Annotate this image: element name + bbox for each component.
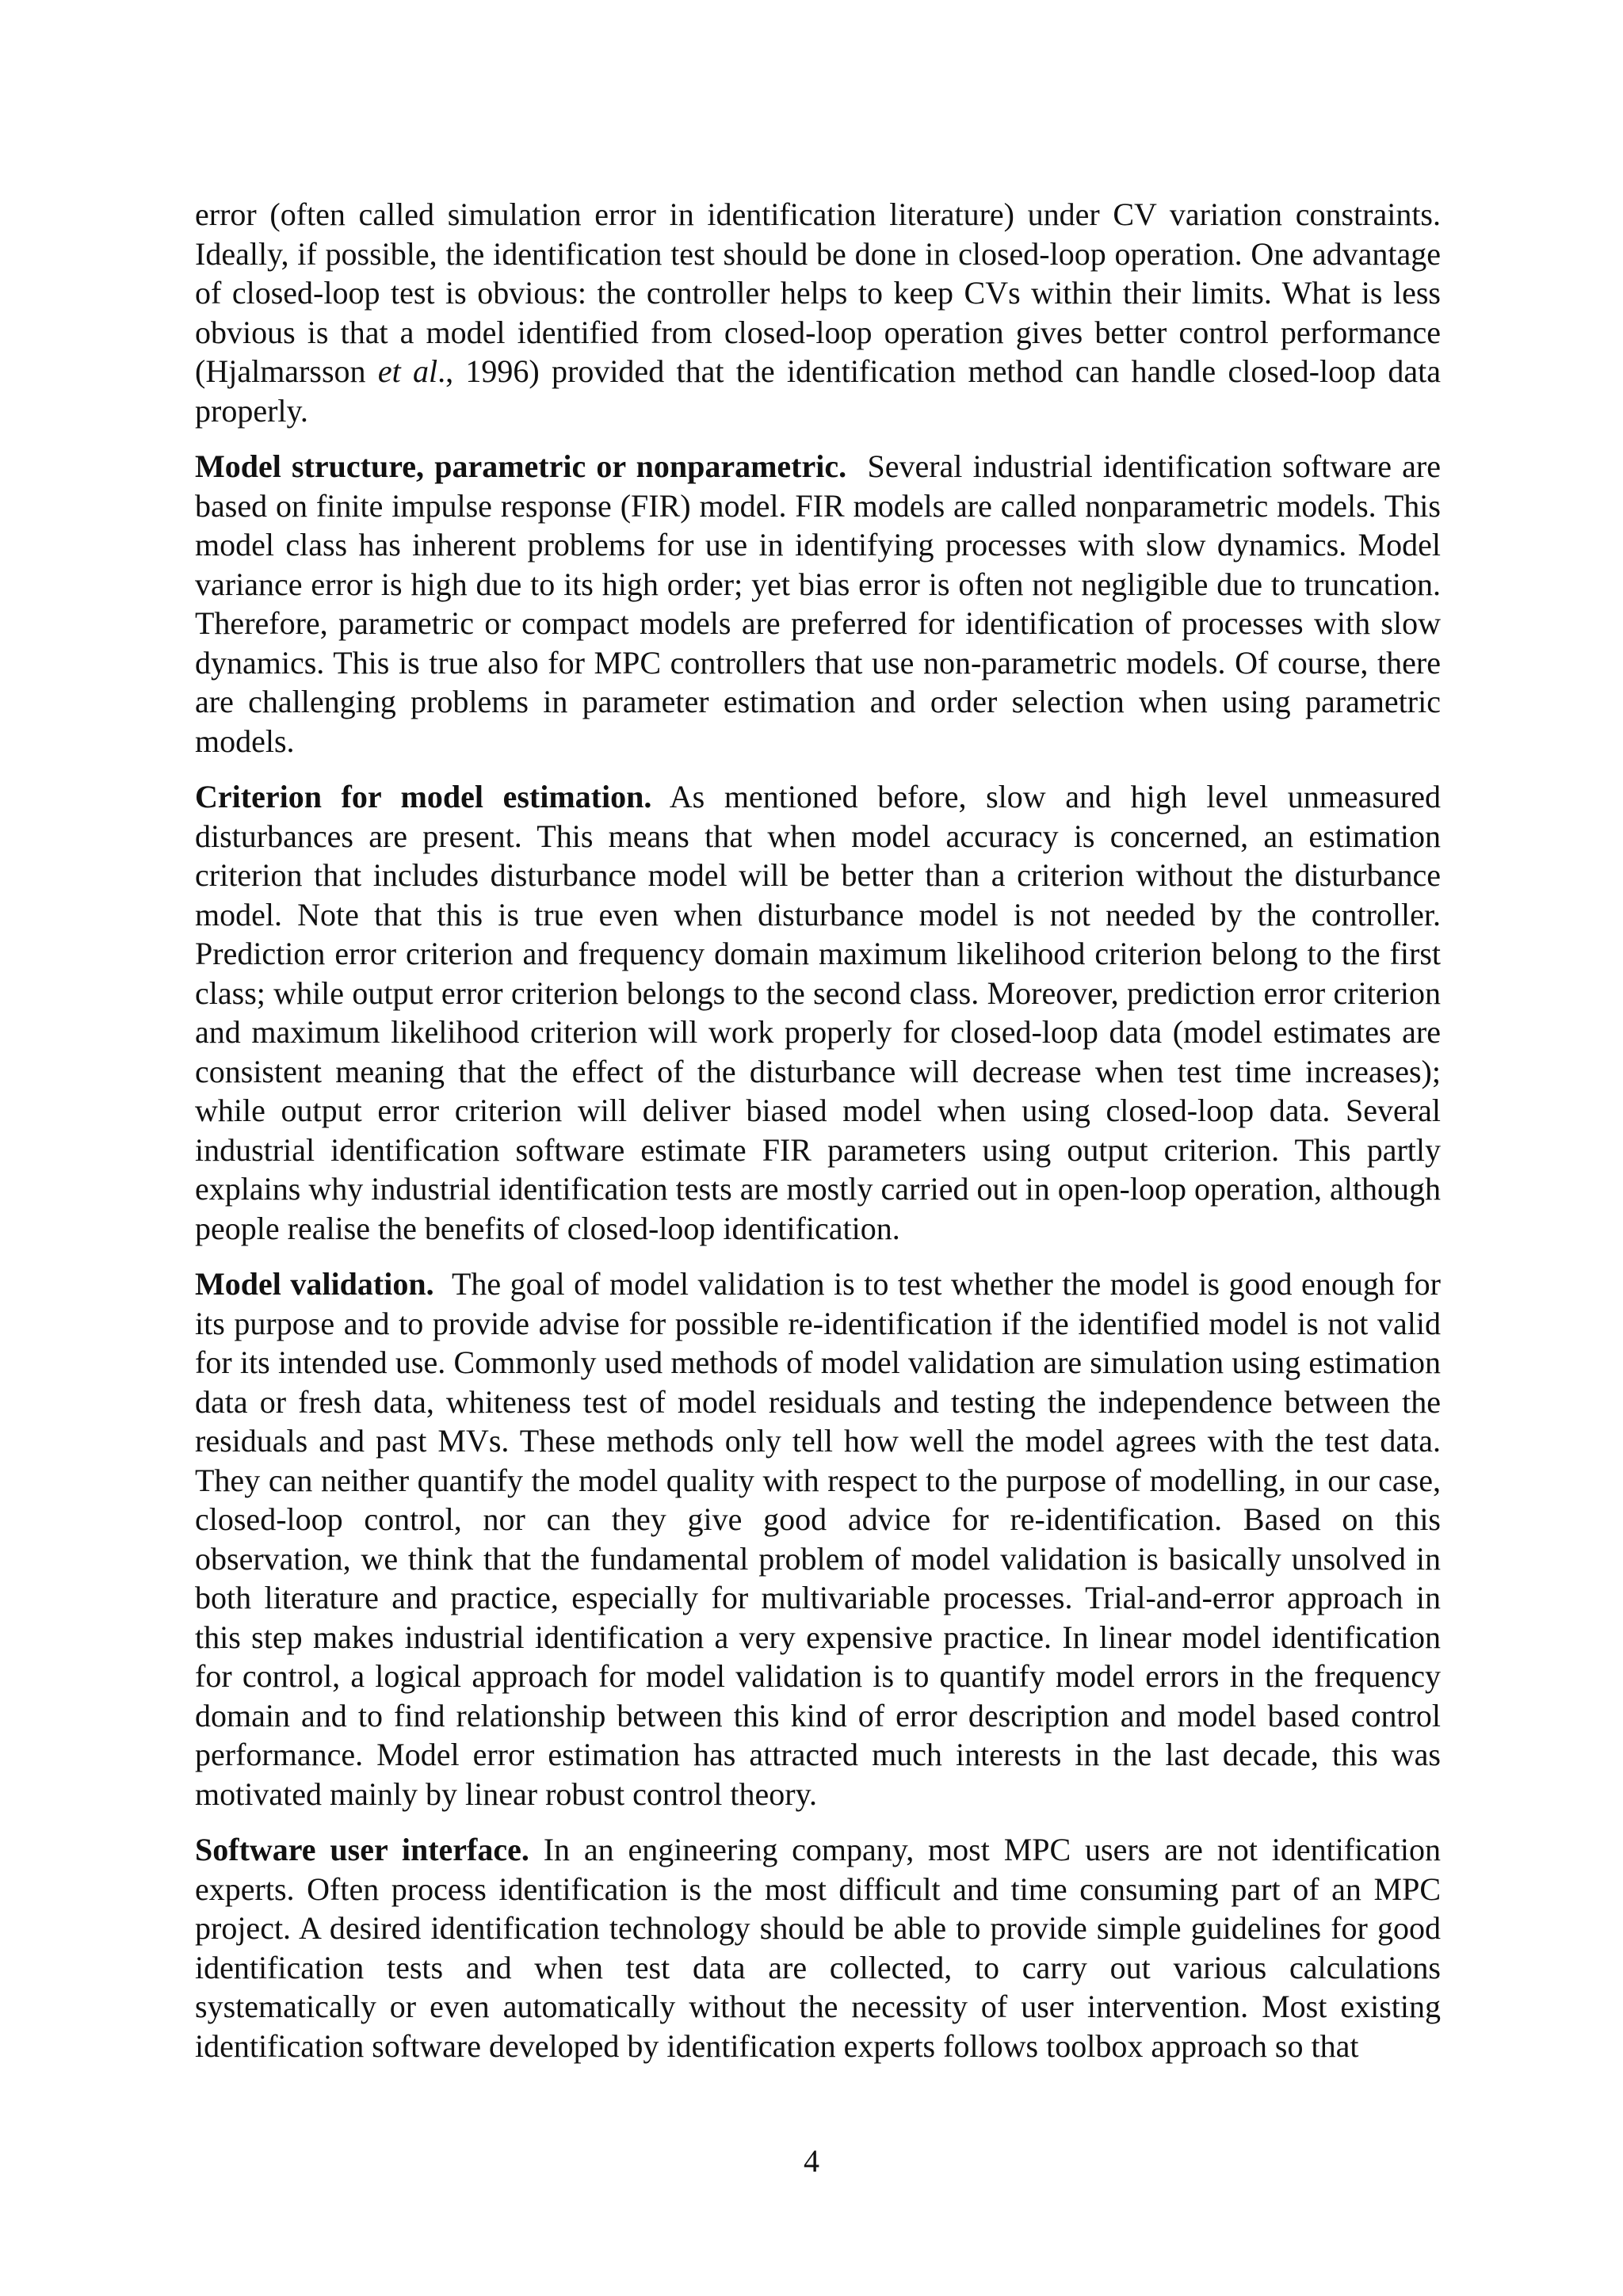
paragraph-heading-criterion: Criterion for model estimation. <box>195 779 652 814</box>
paragraph-software-interface <box>195 1830 1441 2065</box>
paragraph-text: In an engineering company, most MPC users are not identification experts. Often process identification is the most difficult and time consuming part of an MPC project. A desired identification technology should be able to provide simple guidelines for good identification tests and when test data are collected, to carry out various calculations systematically or even automatically without the necessity of user intervention. Most existing identification software developed by identification experts follows toolbox approach so that <box>195 1832 1441 2064</box>
body-text <box>195 195 1441 2082</box>
paragraph-heading-model-structure: Model structure, parametric or nonparametric. <box>195 448 847 484</box>
paragraph-text: error (often called simulation error in identification literature) under CV variation constraints. Ideally, if possible, the identification test should be done in closed-loop operation. One advantage of closed-loop test is obvious: the controller helps to keep CVs within their limits. What is less obvious is that a model identified from closed-loop operation gives better control performance (Hjalmarsson <box>195 196 1441 389</box>
paragraph-heading-software-interface: Software user interface. <box>195 1832 529 1867</box>
paragraph-text: ., 1996) provided that the identification method can handle closed-loop data properly. <box>195 353 1442 429</box>
paragraph-model-validation <box>195 1264 1441 1814</box>
citation-emphasis: et al <box>377 353 438 389</box>
paragraph-criterion <box>195 777 1441 1248</box>
page-number: 4 <box>804 2143 819 2179</box>
paragraph-heading-model-validation: Model validation. <box>195 1266 434 1302</box>
paragraph-text: Several industrial identification software are based on finite impulse response (FIR) model. FIR models are called nonparametric models. This model class has inherent problems for use in identifying processes with slow dynamics. Model variance error is high due to its high order; yet bias error is often not negligible due to truncation. Therefore, parametric or compact models are preferred for identification of processes with slow dynamics. This is true also for MPC controllers that use non-parametric models. Of course, there are challenging problems in parameter estimation and order selection when using parametric models. <box>195 448 1442 759</box>
paragraph-text: The goal of model validation is to test whether the model is good enough for its purpose and to provide advise for possible re-identification if the identified model is not valid for its intended use. Commonly used methods of model validation are simulation using estimation data or fresh data, whiteness test of model residuals and testing the independence between the residuals and past MVs. These methods only tell how well the model agrees with the test data. They can neither quantify the model quality with respect to the purpose of modelling, in our case, closed-loop control, nor can they give good advice for re-identification. Based on this observation, we think that the fundamental problem of model validation is basically unsolved in both literature and practice, especially for multivariable processes. Trial-and-error approach in this step makes industrial identification a very expensive practice. In linear model identification for control, a logical approach for model validation is to quantify model errors in the frequency domain and to find relationship between this kind of error description and model based control performance. Model error estimation has attracted much interests in the last decade, this was motivated mainly by linear robust control theory. <box>195 1266 1442 1812</box>
paragraph-model-structure <box>195 447 1441 761</box>
paragraph-text: As mentioned before, slow and high level unmeasured disturbances are present. This means that when model accuracy is concerned, an estimation criterion that includes disturbance model will be better than a criterion without the disturbance model. Note that this is true even when disturbance model is not needed by the controller. Prediction error criterion and frequency domain maximum likelihood criterion belong to the first class; while output error criterion belongs to the second class. Moreover, prediction error criterion and maximum likelihood criterion will work properly for closed-loop data (model estimates are consistent meaning that the effect of the disturbance will decrease when test time increases); while output error criterion will deliver biased model when using closed-loop data. Several industrial identification software estimate FIR parameters using output criterion. This partly explains why industrial identification tests are mostly carried out in open-loop operation, although people realise the benefits of closed-loop identification. <box>195 779 1441 1246</box>
paragraph-closed-loop-test <box>195 195 1441 430</box>
